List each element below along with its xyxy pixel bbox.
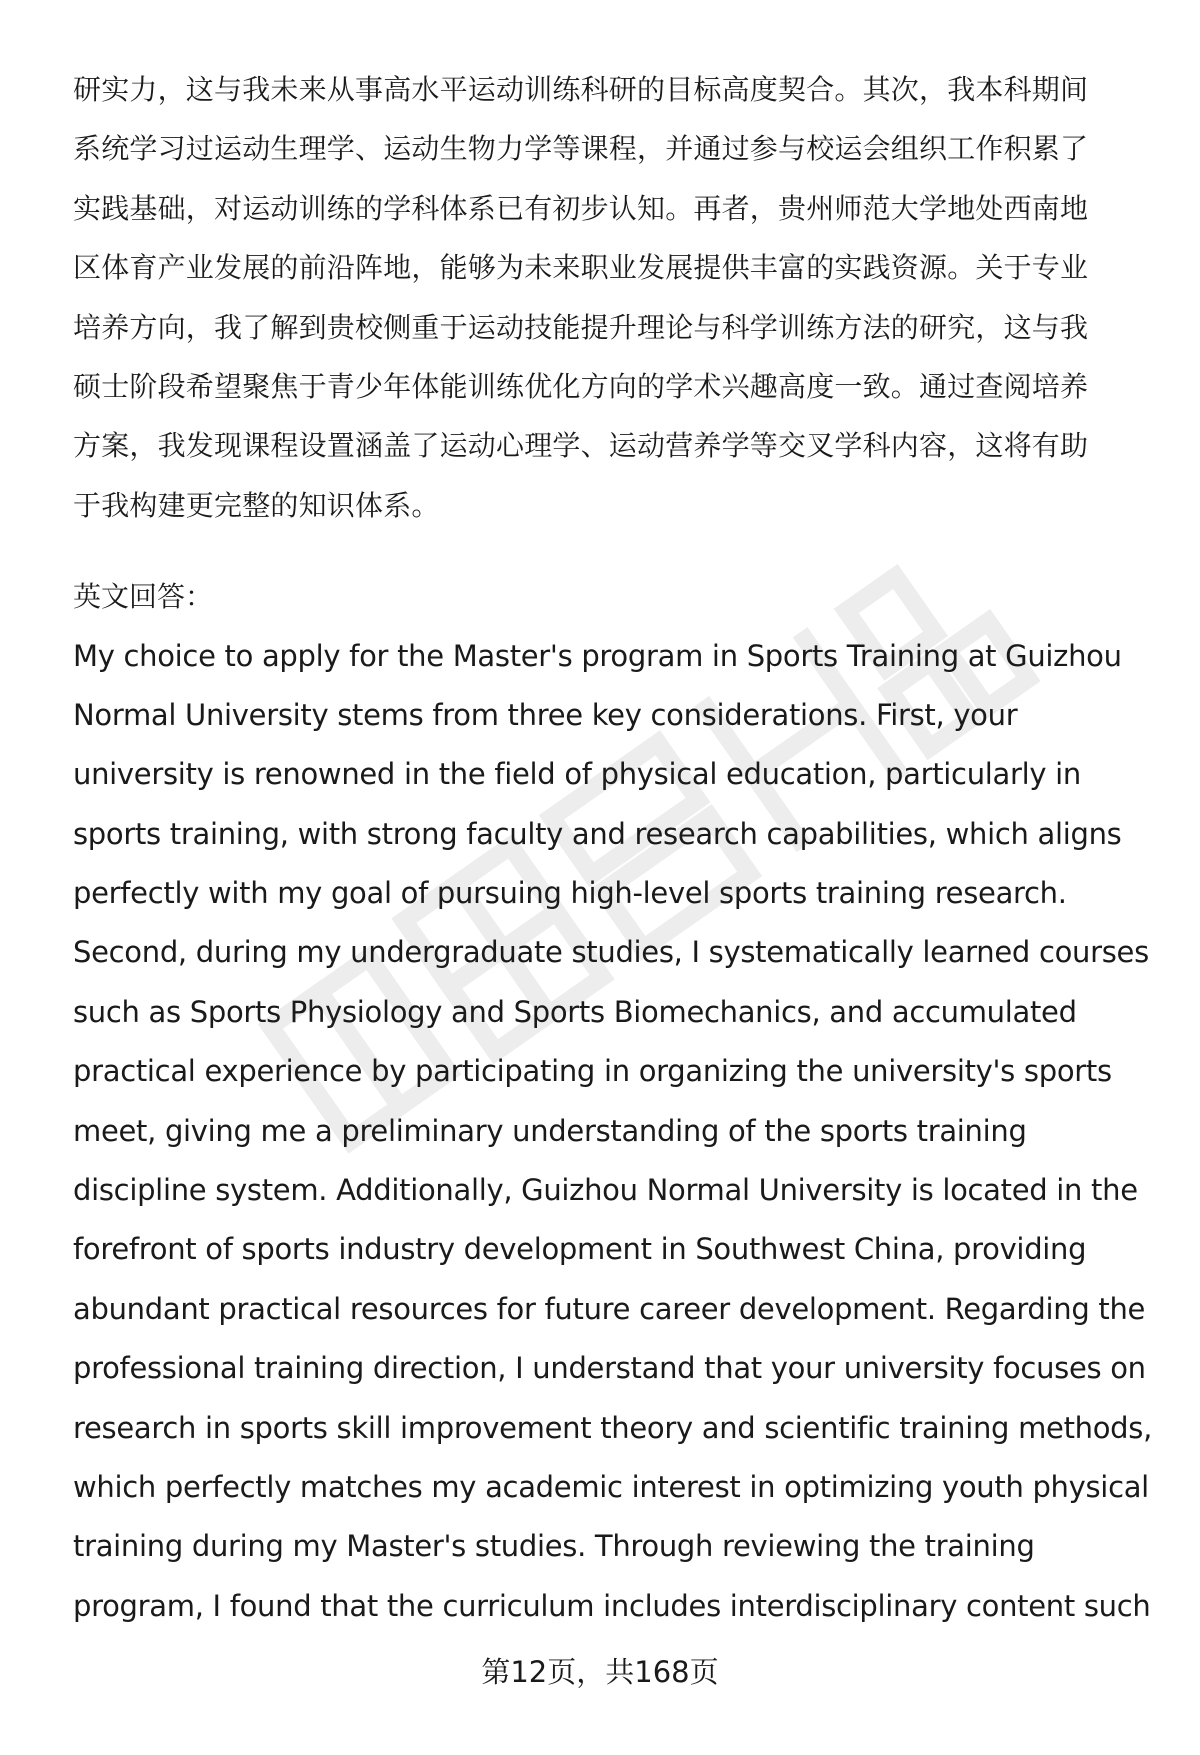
english-text-line: practical experience by participating in organizing the university's sports [73, 1054, 1112, 1089]
english-text-line: which perfectly matches my academic interest in optimizing youth physical [73, 1469, 1149, 1504]
chinese-text-line: 培养方向，我了解到贵校侧重于运动技能提升理论与科学训练方法的研究，这与我 [73, 310, 1089, 344]
chinese-text-line: 实践基础，对运动训练的学科体系已有初步认知。再者，贵州师范大学地处西南地 [73, 191, 1089, 225]
english-text-line: perfectly with my goal of pursuing high-level sports training research. [73, 876, 1067, 911]
english-text-line: program, I found that the curriculum includes interdisciplinary content such [73, 1588, 1151, 1623]
page-number: 第12页，共168页 [481, 1655, 719, 1689]
english-answer-section [73, 567, 1153, 1636]
english-text-line: Normal University stems from three key considerations. First, your [73, 697, 1018, 732]
english-text-line: such as Sports Physiology and Sports Biomechanics, and accumulated [73, 994, 1077, 1029]
chinese-text-line: 研实力，这与我未来从事高水平运动训练科研的目标高度契合。其次，我本科期间 [73, 73, 1089, 106]
english-text-line: meet, giving me a preliminary understanding of the sports training [73, 1113, 1027, 1148]
document-body [73, 60, 1153, 1636]
chinese-text-line: 系统学习过运动生理学、运动生物力学等课程，并通过参与校运会组织工作积累了 [73, 132, 1089, 166]
english-text-line: training during my Master's studies. Through reviewing the training [73, 1529, 1035, 1564]
english-text-line: Second, during my undergraduate studies, I systematically learned courses [73, 935, 1149, 970]
chinese-text-line: 于我构建更完整的知识体系。 [73, 488, 440, 522]
english-text-line: professional training direction, I understand that your university focuses on [73, 1351, 1146, 1386]
english-text-line: discipline system. Additionally, Guizhou Normal University is located in the [73, 1173, 1138, 1208]
chinese-text-line: 区体育产业发展的前沿阵地，能够为未来职业发展提供丰富的实践资源。关于专业 [73, 251, 1089, 285]
english-text-line: sports training, with strong faculty and research capabilities, which aligns [73, 816, 1122, 851]
english-text-line: research in sports skill improvement theory and scientific training methods, [73, 1410, 1153, 1445]
english-text-line: forefront of sports industry development in Southwest China, providing [73, 1232, 1087, 1267]
chinese-text-line: 硕士阶段希望聚焦于青少年体能训练优化方向的学术兴趣高度一致。通过查阅培养 [73, 369, 1089, 403]
english-answer-label: 英文回答： [73, 580, 214, 614]
english-text-line: My choice to apply for the Master's program in Sports Training at Guizhou [73, 638, 1122, 673]
chinese-answer-section [73, 60, 1148, 535]
english-text-line: university is renowned in the field of physical education, particularly in [73, 757, 1082, 792]
chinese-text-line: 方案，我发现课程设置涵盖了运动心理学、运动营养学等交叉学科内容，这将有助 [73, 429, 1089, 463]
english-text-line: abundant practical resources for future career development. Regarding the [73, 1291, 1146, 1326]
